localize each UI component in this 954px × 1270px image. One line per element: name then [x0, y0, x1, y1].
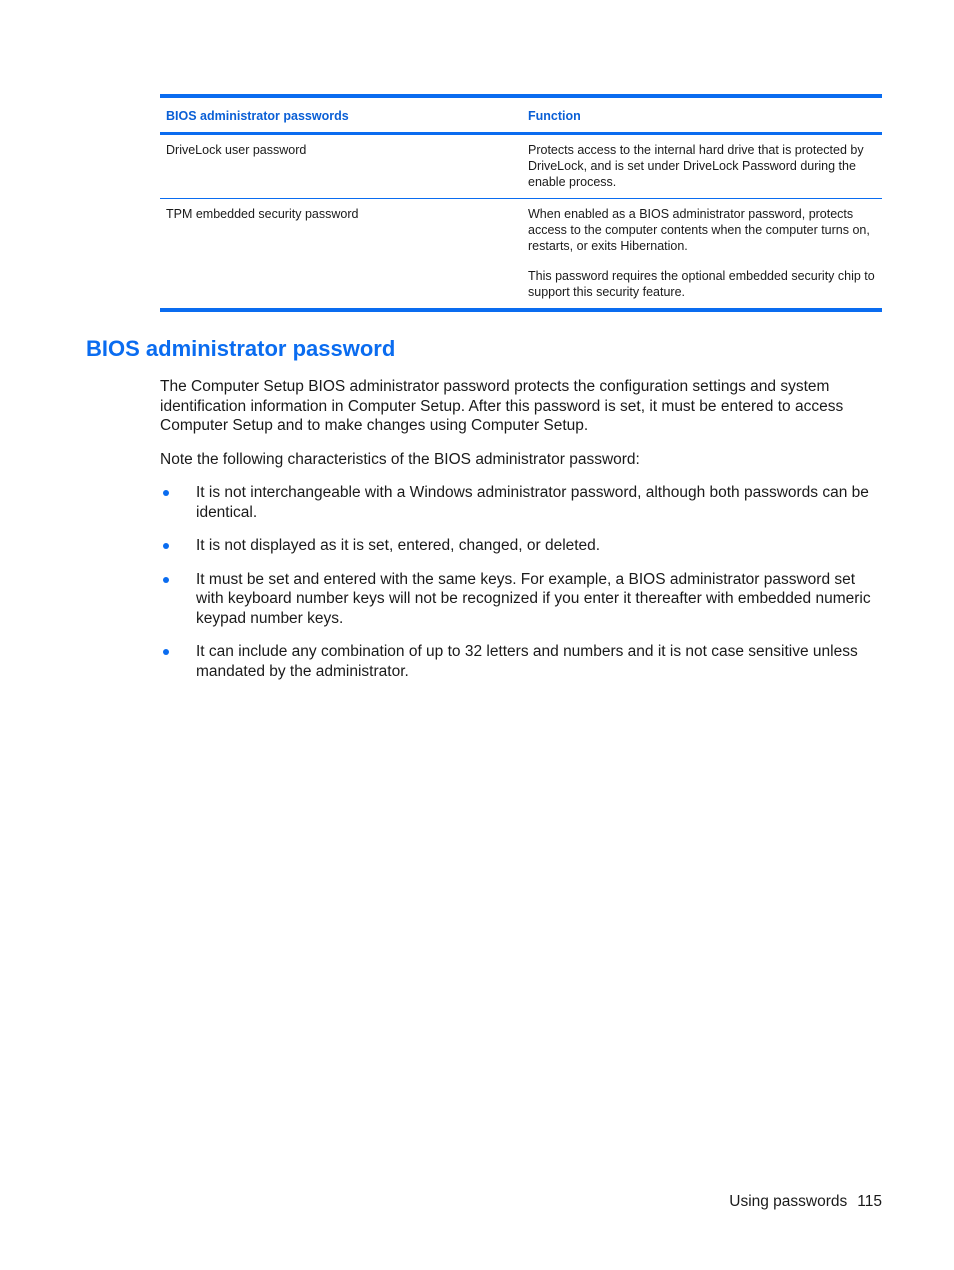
- bullet-icon: [163, 649, 169, 655]
- intro-paragraph: The Computer Setup BIOS administrator password protects the configuration settings and system identification information in Computer Setup. After this password is set, it must be entered to access Computer Setup and to make changes using Computer Setup.: [160, 378, 844, 434]
- list-item-text: It is not interchangeable with a Windows administrator password, although both passwords can be identical.: [196, 484, 869, 521]
- function-text: Protects access to the internal hard drive that is protected by DriveLock, and is set under DriveLock Password during the enable process.: [528, 143, 864, 189]
- password-name-cell: TPM embedded security password: [160, 199, 522, 311]
- bullet-icon: [163, 490, 169, 496]
- function-text: When enabled as a BIOS administrator password, protects access to the computer contents when the computer turns on, restarts, or exits Hibernation.: [528, 207, 870, 253]
- list-item: [160, 570, 884, 629]
- password-name-cell: DriveLock user password: [160, 134, 522, 199]
- list-item: [160, 483, 884, 522]
- passwords-table: [160, 94, 882, 312]
- passwords-table-container: [160, 94, 882, 312]
- list-item: [160, 642, 884, 681]
- column-header-function: Function: [522, 96, 882, 134]
- section-body: [160, 377, 884, 695]
- page-number: 115: [857, 1193, 882, 1210]
- characteristics-list: [160, 483, 884, 681]
- footer-section-name: Using passwords: [729, 1193, 848, 1210]
- function-text: This password requires the optional embedded security chip to support this security feature.: [528, 269, 875, 299]
- bullet-icon: [163, 543, 169, 549]
- list-item-text: It can include any combination of up to 32 letters and numbers and it is not case sensitive unless mandated by the administrator.: [196, 643, 858, 680]
- function-cell: [522, 199, 882, 311]
- section-title: BIOS administrator password: [86, 336, 396, 361]
- page-footer: [729, 1193, 882, 1211]
- function-cell: [522, 134, 882, 199]
- column-header-passwords: BIOS administrator passwords: [160, 96, 522, 134]
- note-paragraph: Note the following characteristics of the BIOS administrator password:: [160, 450, 640, 468]
- table-header-row: [160, 96, 882, 134]
- list-item-text: It must be set and entered with the same keys. For example, a BIOS administrator password set with keyboard number keys will not be recognized if you enter it thereafter with embedded numeric keypad number keys.: [196, 570, 871, 627]
- list-item-text: It is not displayed as it is set, entered, changed, or deleted.: [196, 537, 601, 554]
- table-row: [160, 199, 882, 311]
- bullet-icon: [163, 577, 169, 583]
- list-item: [160, 536, 884, 556]
- table-row: [160, 134, 882, 199]
